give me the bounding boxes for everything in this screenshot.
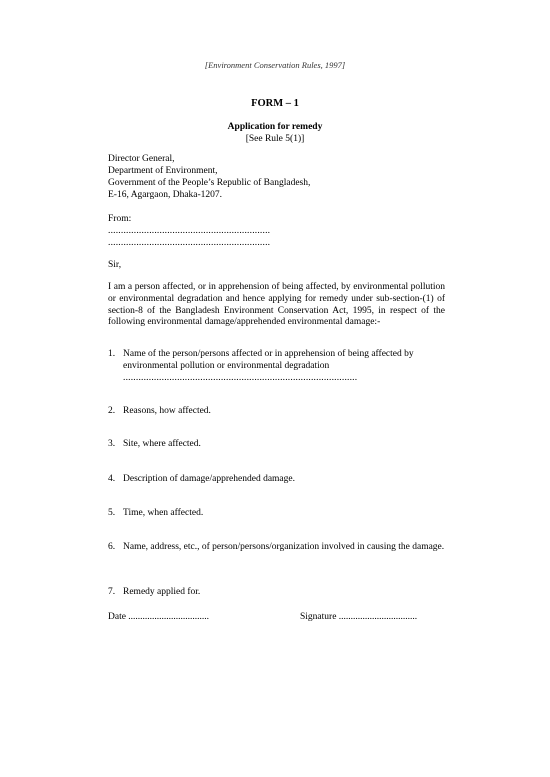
addressee-line: Department of Environment, (108, 166, 218, 176)
salutation: Sir, (108, 260, 122, 270)
from-label: From: (108, 214, 132, 224)
addressee-line: Director General, (108, 154, 175, 164)
item-number: 6. (108, 542, 116, 552)
item-text: Time, when affected. (123, 508, 204, 518)
addressee-line: E-16, Agargaon, Dhaka-1207. (108, 190, 223, 200)
item-text: Reasons, how affected. (123, 406, 211, 416)
signature-field[interactable]: Signature ................................. (300, 612, 418, 622)
rule-reference: [See Rule 5(1)] (245, 134, 305, 144)
form-subtitle: Application for remedy (227, 122, 323, 132)
item-number: 2. (108, 406, 116, 416)
item-number: 5. (108, 508, 116, 518)
addressee-block (108, 153, 445, 201)
date-field[interactable]: Date .................................. (108, 612, 210, 622)
item-text: Site, where affected. (123, 439, 201, 449)
form-title: FORM – 1 (251, 98, 299, 109)
item-text: Name, address, etc., of person/persons/organization involved in causing the damage. (123, 542, 445, 552)
from-fill-line[interactable]: ............................................................... (108, 226, 271, 236)
list-item (108, 542, 445, 554)
from-fill-line[interactable]: ............................................................... (108, 238, 271, 248)
body-paragraph: I am a person affected, or in apprehension of being affected, by environmental pollution or environmental degradation and hence applying for remedy under sub-section-(1) of section-8 of the Bangladesh Environment Conservation Act, 1995, in respect of the following environmental damage/apprehended environmental damage:- (108, 282, 445, 328)
from-block (108, 213, 445, 249)
list-item (108, 508, 445, 520)
item-fill-line[interactable]: ........................................................................................... (123, 372, 358, 383)
list-item (108, 587, 445, 599)
item-text: Name of the person/persons affected or in apprehension of being affected by environmental pollution or environmental degradation (123, 349, 414, 371)
item-number: 3. (108, 439, 116, 449)
item-number: 4. (108, 474, 116, 484)
list-item (108, 406, 445, 418)
addressee-line: Government of the People’s Republic of Bangladesh, (108, 178, 311, 188)
rules-reference: [Environment Conservation Rules, 1997] (204, 60, 346, 70)
item-text: Description of damage/apprehended damage. (123, 474, 295, 484)
list-item (108, 474, 445, 486)
item-text: Remedy applied for. (123, 587, 201, 597)
item-number: 1. (108, 349, 116, 359)
list-item (108, 439, 445, 451)
item-number: 7. (108, 587, 116, 597)
list-item (108, 349, 445, 384)
